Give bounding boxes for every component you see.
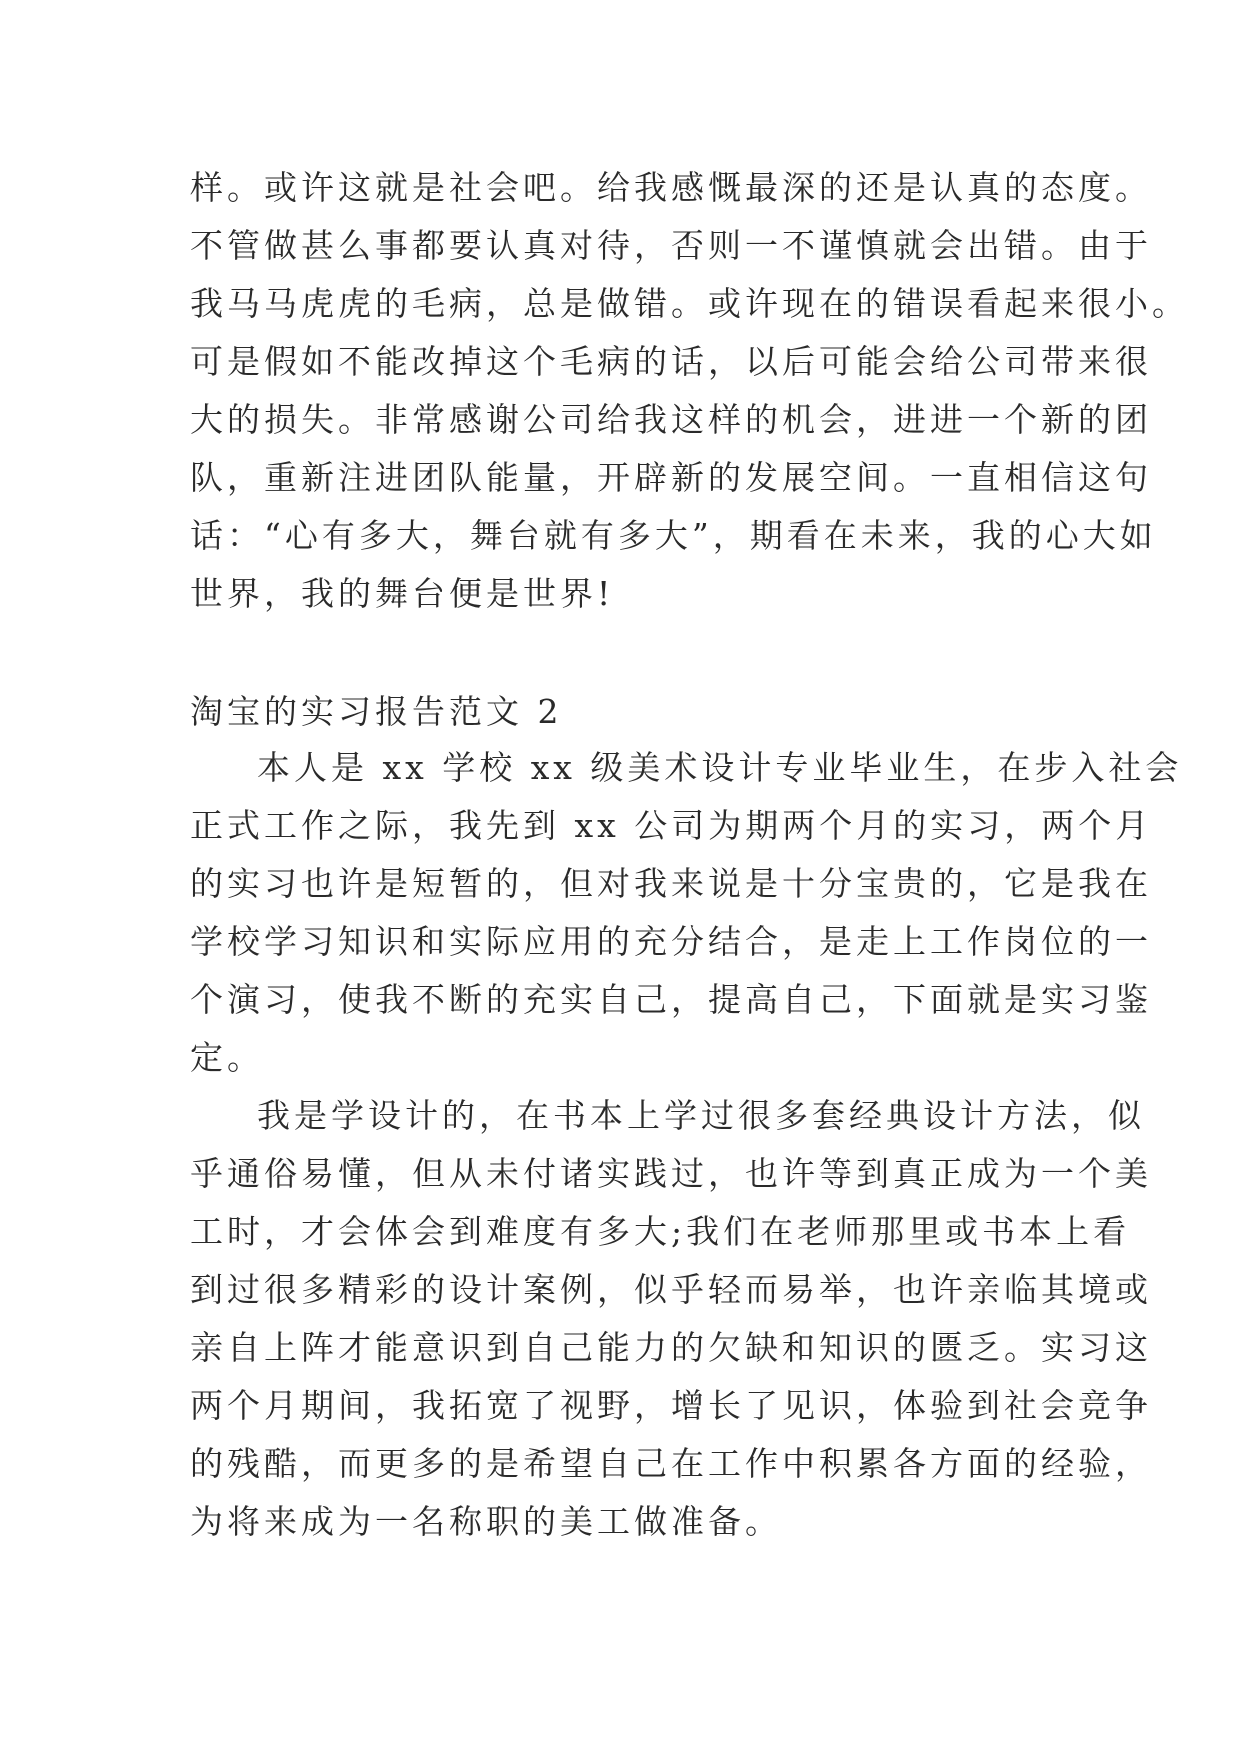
paragraph-line: 亲自上阵才能意识到自己能力的欠缺和知识的匮乏。实习这 xyxy=(190,1328,1152,1367)
paragraph-line: 学校学习知识和实际应用的充分结合，是走上工作岗位的一 xyxy=(190,922,1152,961)
paragraph-line: 为将来成为一名称职的美工做准备。 xyxy=(190,1502,782,1541)
paragraph-line: 正式工作之际，我先到 xx 公司为期两个月的实习，两个月 xyxy=(190,806,1153,845)
paragraph-line: 两个月期间，我拓宽了视野，增长了见识，体验到社会竞争 xyxy=(190,1386,1152,1425)
intro-line: 大的损失。非常感谢公司给我这样的机会，进进一个新的团 xyxy=(190,400,1152,439)
intro-line: 可是假如不能改掉这个毛病的话，以后可能会给公司带来很 xyxy=(190,342,1152,381)
paragraph-line: 本人是 xx 学校 xx 级美术设计专业毕业生，在步入社会 xyxy=(257,748,1183,787)
section-title: 淘宝的实习报告范文 2 xyxy=(190,692,563,731)
paragraph-line: 乎通俗易懂，但从未付诸实践过，也许等到真正成为一个美 xyxy=(190,1154,1152,1193)
paragraph-line: 个演习，使我不断的充实自己，提高自己，下面就是实习鉴 xyxy=(190,980,1152,1019)
paragraph-line: 的残酷，而更多的是希望自己在工作中积累各方面的经验， xyxy=(190,1444,1152,1483)
intro-line: 话：“心有多大，舞台就有多大”，期看在未来，我的心大如 xyxy=(190,516,1157,555)
intro-line: 世界，我的舞台便是世界! xyxy=(190,574,615,613)
intro-line: 队，重新注进团队能量，开辟新的发展空间。一直相信这句 xyxy=(190,458,1152,497)
paragraph-line: 到过很多精彩的设计案例，似乎轻而易举，也许亲临其境或 xyxy=(190,1270,1152,1309)
intro-line: 不管做甚么事都要认真对待，否则一不谨慎就会出错。由于 xyxy=(190,226,1152,265)
paragraph-line: 的实习也许是短暂的，但对我来说是十分宝贵的，它是我在 xyxy=(190,864,1152,903)
paragraph-line: 定。 xyxy=(190,1038,264,1077)
intro-line: 样。或许这就是社会吧。给我感慨最深的还是认真的态度。 xyxy=(190,168,1152,207)
paragraph-line: 工时，才会体会到难度有多大;我们在老师那里或书本上看 xyxy=(190,1212,1131,1251)
paragraph-line: 我是学设计的，在书本上学过很多套经典设计方法，似 xyxy=(257,1096,1145,1135)
intro-line: 我马马虎虎的毛病，总是做错。或许现在的错误看起来很小。 xyxy=(190,284,1189,323)
